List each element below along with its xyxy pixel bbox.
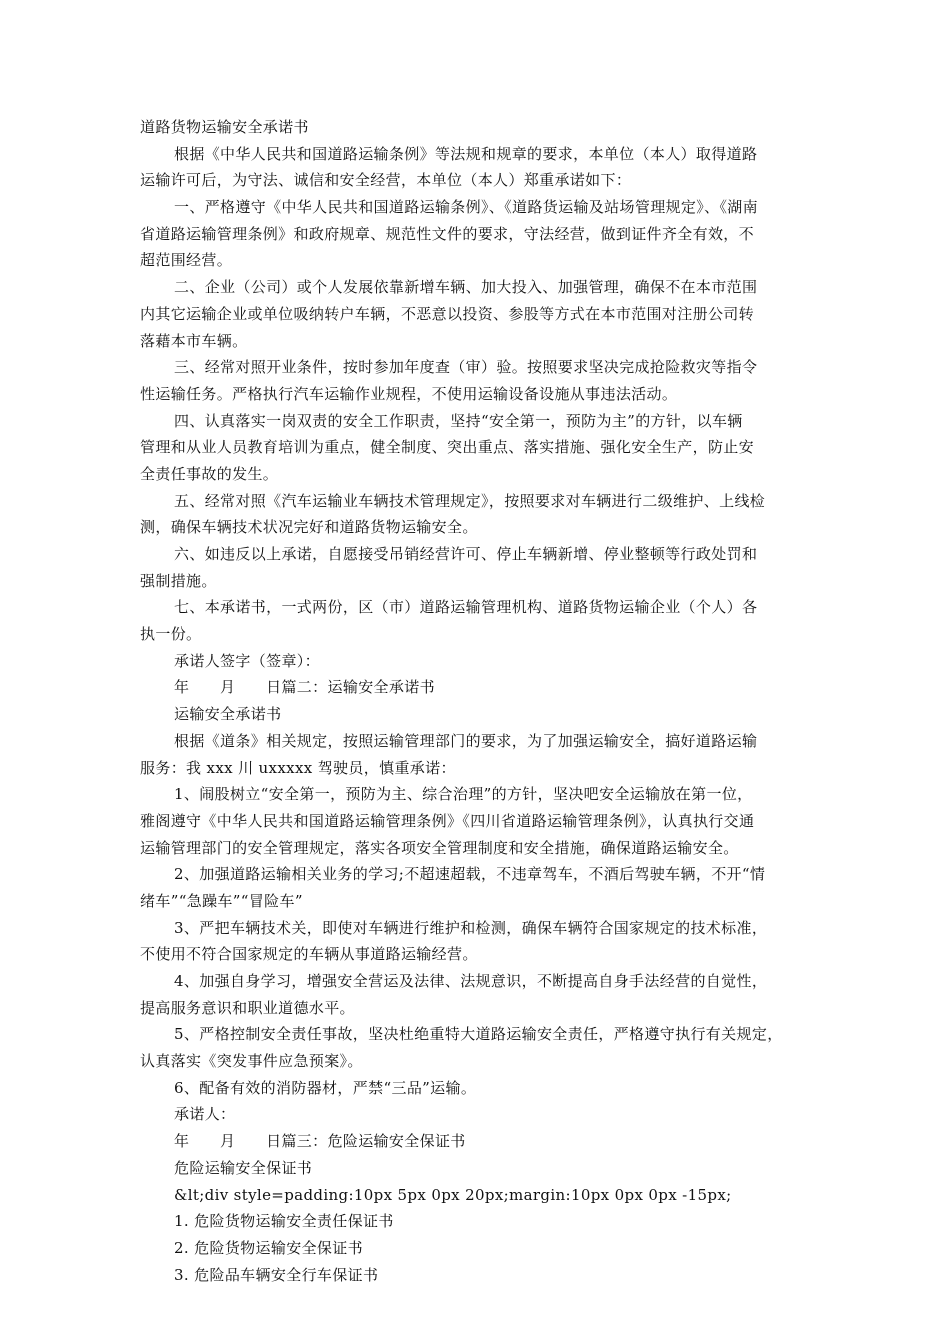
text-line: 5、严格控制安全责任事故，坚决杜绝重特大道路运输安全责任，严格遵守执行有关规定，: [174, 1025, 783, 1044]
text-line: 强制措施。: [140, 571, 217, 590]
text-line: 年 月 日篇二：运输安全承诺书: [174, 678, 435, 697]
text-line: 落藉本市车辆。: [140, 331, 248, 350]
text-line: 内其它运输企业或单位吸纳转户车辆，不恶意以投资、参股等方式在本市范围对注册公司转: [140, 304, 755, 323]
text-line: 省道路运输管理条例》和政府规章、规范性文件的要求，守法经营，做到证件齐全有效，不: [140, 224, 755, 243]
text-line: 认真落实《突发事件应急预案》。: [140, 1052, 363, 1071]
text-line: 执一份。: [140, 625, 202, 644]
text-line: 四、认真落实一岗双责的安全工作职责，坚持“安全第一，预防为主”的方针，以车辆: [174, 411, 743, 430]
text-line: 根据《道条》相关规定，按照运输管理部门的要求，为了加强运输安全，搞好道路运输: [174, 731, 758, 750]
text-line: 雅阁遵守《中华人民共和国道路运输管理条例》《四川省道路运输管理条例》，认真执行交通: [140, 811, 755, 830]
text-line: 运输管理部门的安全管理规定，落实各项安全管理制度和安全措施，确保道路运输安全。: [140, 838, 739, 857]
text-line: 全责任事故的发生。: [140, 464, 279, 483]
text-line: 超范围经营。: [140, 251, 233, 270]
text-line: 七、本承诺书，一式两份，区（市）道路运输管理机构、道路货物运输企业（个人）各: [174, 598, 758, 617]
text-line: 提高服务意识和职业道德水平。: [140, 998, 355, 1017]
document-body: [140, 114, 820, 1288]
text-line: 根据《中华人民共和国道路运输条例》等法规和规章的要求，本单位（本人）取得道路: [174, 144, 758, 163]
text-line: 3. 危险品车辆安全行车保证书: [174, 1265, 379, 1284]
text-line: 6、配备有效的消防器材，严禁“三品”运输。: [174, 1078, 477, 1097]
text-line: 绪车”“急躁车”“冒险车”: [140, 891, 303, 910]
text-line: 五、经常对照《汽车运输业车辆技术管理规定》，按照要求对车辆进行二级维护、上线检: [174, 491, 766, 510]
text-line: 服务：我 xxx 川 uxxxxx 驾驶员，慎重承诺：: [140, 758, 456, 777]
text-line: 测，确保车辆技术状况完好和道路货物运输安全。: [140, 518, 478, 537]
text-line: &lt;div style=padding:10px 5px 0px 20px;margin:10px 0px 0px -15px;: [174, 1185, 732, 1204]
text-line: 一、严格遵守《中华人民共和国道路运输条例》、《道路货运输及站场管理规定》、《湖南: [174, 198, 759, 217]
text-line: 六、如违反以上承诺，自愿接受吊销经营许可、停止车辆新增、停业整顿等行政处罚和: [174, 545, 758, 563]
text-line: 承诺人：: [174, 1105, 236, 1124]
text-line: 性运输任务。严格执行汽车运输作业规程，不使用运输设备设施从事违法活动。: [140, 384, 678, 403]
text-line: 4、加强自身学习，增强安全营运及法律、法规意识，不断提高自身手法经营的自觉性，: [174, 972, 768, 990]
text-line: 2. 危险货物运输安全保证书: [174, 1238, 363, 1257]
text-line: 危险运输安全保证书: [174, 1158, 313, 1177]
text-line: 不使用不符合国家规定的车辆从事道路运输经营。: [140, 945, 478, 964]
text-line: 道路货物运输安全承诺书: [140, 118, 309, 136]
text-line: 二、企业（公司）或个人发展依靠新增车辆、加大投入、加强管理，确保不在本市范围: [174, 278, 758, 297]
text-line: 承诺人签字（签章）：: [174, 651, 321, 670]
text-line: 年 月 日篇三：危险运输安全保证书: [174, 1132, 466, 1151]
text-line: 3、严把车辆技术关，即使对车辆进行维护和检测，确保车辆符合国家规定的技术标准，: [174, 918, 768, 937]
text-line: 运输许可后，为守法、诚信和安全经营，本单位（本人）郑重承诺如下：: [140, 171, 632, 190]
text-line: 三、经常对照开业条件，按时参加年度查（审）验。按照要求坚决完成抢险救灾等指令: [174, 358, 758, 377]
text-line: 运输安全承诺书: [174, 705, 282, 724]
text-line: 1、闹股树立“安全第一，预防为主、综合治理”的方针，坚决吧安全运输放在第一位，: [174, 785, 753, 804]
text-line: 管理和从业人员教育培训为重点，健全制度、突出重点、落实措施、强化安全生产，防止安: [140, 438, 755, 457]
text-line: 2、加强道路运输相关业务的学习;不超速超载，不违章驾车，不酒后驾驶车辆，不开“情: [174, 865, 766, 884]
text-line: 1. 危险货物运输安全责任保证书: [174, 1212, 394, 1231]
